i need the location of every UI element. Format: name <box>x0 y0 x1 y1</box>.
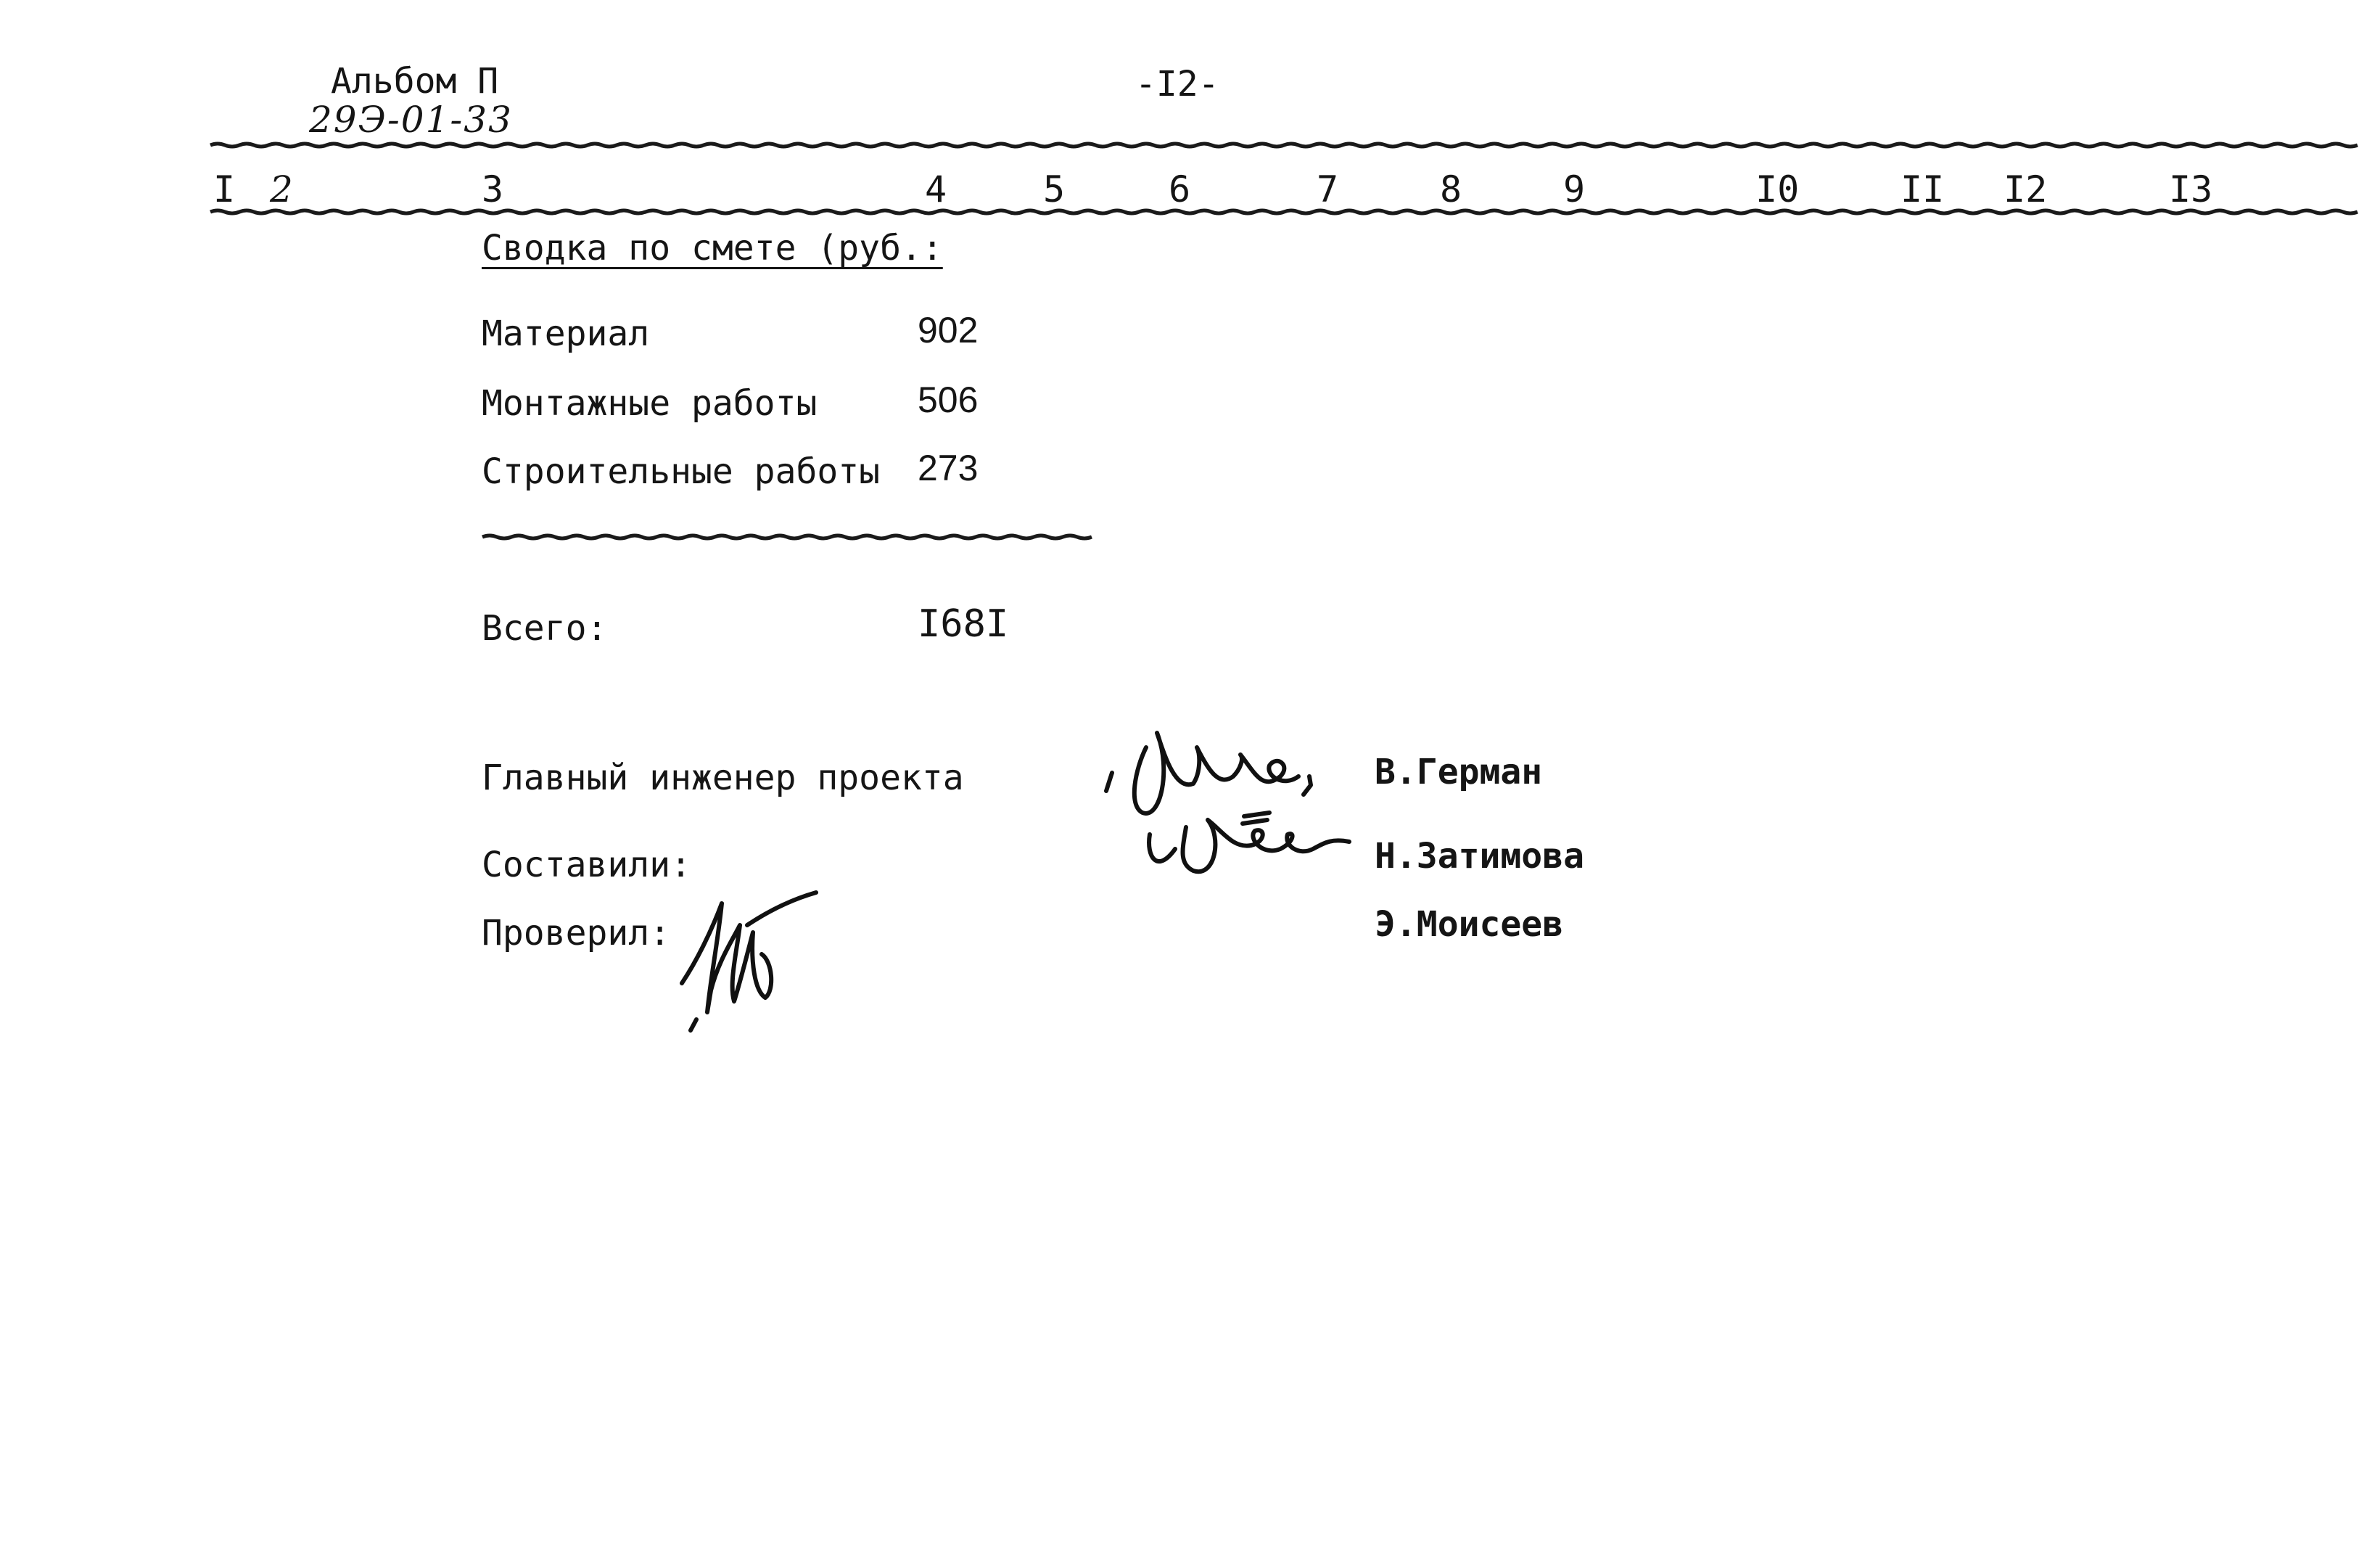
summary-total-label: Всего: <box>482 608 608 649</box>
column-header-10: I0 <box>1755 168 1800 210</box>
column-header-6: 6 <box>1169 168 1191 210</box>
summary-row-construction-label: Строительные работы <box>482 451 881 492</box>
column-header-9: 9 <box>1563 168 1586 210</box>
signature-checker <box>667 874 827 1034</box>
total-rule <box>482 536 1092 538</box>
checked-label: Проверил: <box>482 913 671 953</box>
checked-name: Э.Моисеев <box>1375 904 1564 945</box>
column-header-13: I3 <box>2169 168 2213 210</box>
summary-total-value: I68I <box>918 602 1009 646</box>
page-number: -I2- <box>1135 64 1219 104</box>
chief-engineer-label: Главный инженер проекта <box>482 758 964 798</box>
summary-row-installation-value: 506 <box>918 379 979 420</box>
header-bottom-rule <box>210 210 2358 213</box>
compiled-name: Н.Затимова <box>1375 836 1584 877</box>
signature-compiler <box>1142 805 1367 885</box>
summary-row-material-label: Материал <box>482 313 650 354</box>
column-header-8: 8 <box>1440 168 1462 210</box>
signature-chief-engineer <box>1092 704 1353 834</box>
summary-row-construction-value: 273 <box>918 448 979 488</box>
column-header-7: 7 <box>1317 168 1339 210</box>
column-header-3: 3 <box>482 168 504 210</box>
column-header-2: 2 <box>270 168 295 210</box>
summary-row-material-value: 902 <box>918 310 979 350</box>
document-code: 29Э-01-33 <box>309 99 513 141</box>
compiled-label: Составили: <box>482 845 691 885</box>
chief-engineer-name: В.Герман <box>1375 752 1543 792</box>
column-header-1: I <box>213 168 236 210</box>
header-top-rule <box>210 144 2358 147</box>
column-header-4: 4 <box>925 168 947 210</box>
summary-row-installation-label: Монтажные работы <box>482 383 818 424</box>
summary-title: Сводка по смете (руб.: <box>482 228 943 268</box>
column-header-5: 5 <box>1043 168 1066 210</box>
album-label: Альбом П <box>331 61 499 102</box>
column-header-12: I2 <box>2004 168 2048 210</box>
column-header-11: II <box>1901 168 1945 210</box>
